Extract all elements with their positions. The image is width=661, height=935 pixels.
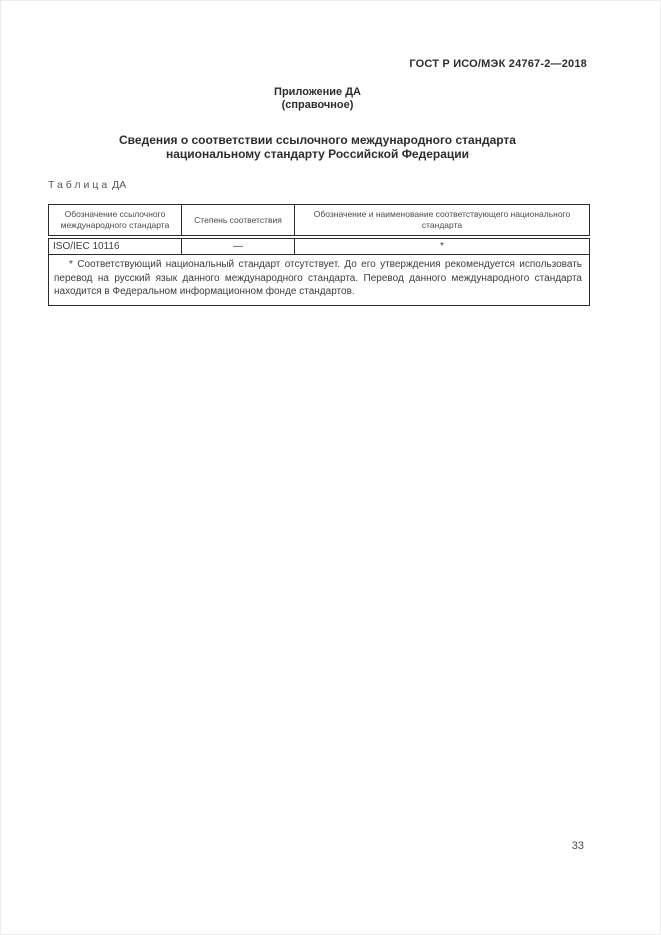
table-footnote-row — [49, 255, 590, 306]
table-label-id: ДА — [112, 179, 127, 191]
table-row — [49, 237, 590, 255]
page-number: 33 — [571, 840, 584, 852]
cell-degree-of-correspondence: — — [182, 237, 295, 255]
section-title-line-1: Сведения о соответствии ссылочного международного стандарта — [119, 133, 516, 147]
table-footnote: * Соответствующий национальный стандарт отсутствует. До его утверждения рекомендуется использовать перевод на русский язык данного международного стандарта. Перевод данного международного стандарта находится в Федеральном информационном фонде стандартов. — [49, 255, 590, 306]
col-header-reference-standard: Обозначение ссылочного международного стандарта — [49, 205, 182, 238]
cell-national-standard: * — [295, 237, 590, 255]
section-title — [48, 133, 587, 161]
section-title-line-2: национальному стандарту Российской Федерации — [165, 147, 470, 161]
correspondence-table — [48, 204, 590, 306]
page-content — [1, 1, 660, 306]
col-header-degree-of-correspondence: Степень соответствия — [182, 205, 295, 238]
table-label — [48, 179, 587, 191]
annex-title: Приложение ДА — [274, 86, 361, 98]
doc-code-header: ГОСТ Р ИСО/МЭК 24767-2—2018 — [409, 58, 587, 70]
table-label-word: Таблица — [48, 179, 111, 191]
cell-standard-designation: ISO/IEC 10116 — [49, 237, 182, 255]
col-header-national-standard: Обозначение и наименование соответствующего национального стандарта — [295, 205, 590, 238]
annex-subtitle: (справочное) — [281, 99, 354, 111]
table-header-row — [49, 205, 590, 238]
annex-heading — [48, 86, 587, 112]
